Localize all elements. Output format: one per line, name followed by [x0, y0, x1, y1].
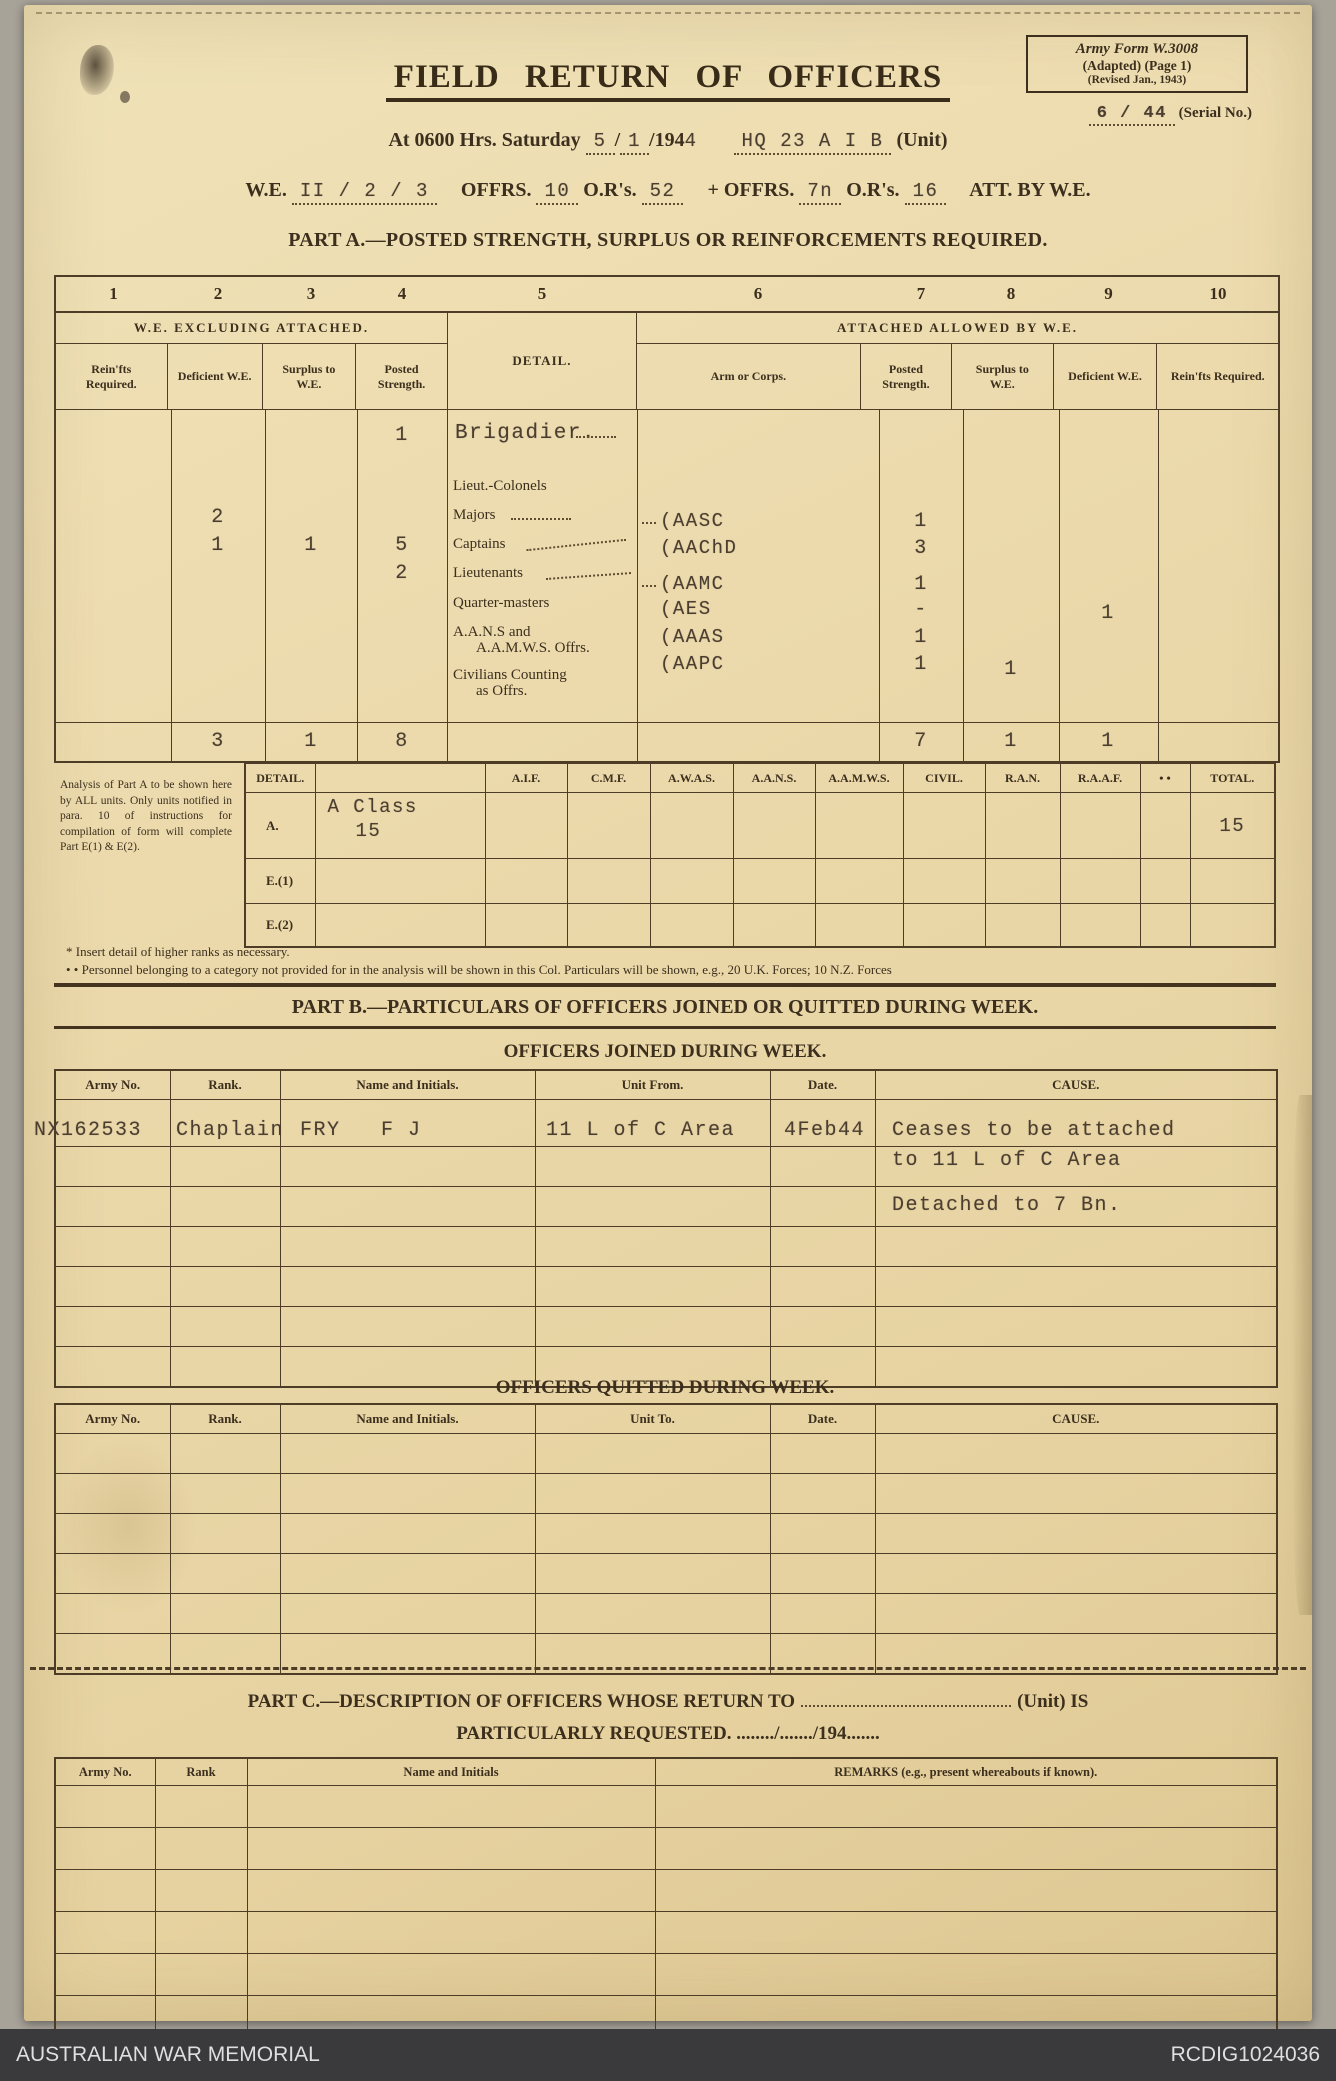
unit-typed: HQ 23 A I B [734, 130, 892, 155]
col-header-arm-or-corps: Arm or Corps. [710, 369, 787, 383]
joined-col-name: Name and Initials. [280, 1070, 535, 1100]
table-row [55, 1554, 1277, 1594]
part-c-heading-line2 [24, 1723, 1312, 1745]
year-prefix: /194 [649, 129, 685, 151]
part-c-date-blank: ......../......./194....... [736, 1723, 880, 1744]
analysis-header-row [245, 763, 1275, 793]
day-typed: 5 [586, 130, 615, 155]
col-number: 5 [537, 284, 547, 303]
we-excluding-attached-group [56, 313, 448, 409]
part-c-col-remarks: REMARKS (e.g., present whereabouts if known). [655, 1758, 1277, 1786]
row-e2-label: E.(2) [245, 904, 315, 948]
analysis-col-civil: CIVIL. [903, 763, 985, 793]
arm-aapc: (AAPC [660, 653, 725, 675]
header-band [56, 313, 1278, 410]
total-att-posted: 7 [914, 730, 928, 753]
total-posted-strength: 8 [395, 730, 409, 753]
army-form-adapted: (Adapted) (Page 1) [1082, 58, 1192, 73]
unit-blank-line [801, 1691, 1011, 1707]
table-row [55, 1434, 1277, 1474]
total-att-surplus: 1 [1004, 730, 1018, 753]
analysis-col-aif: A.I.F. [485, 763, 567, 793]
posted-lieutenants-value: 2 [395, 562, 409, 585]
entry-cause-line3: Detached to 7 Bn. [892, 1194, 1122, 1217]
total-deficient-we: 3 [211, 730, 225, 753]
dotted-leader [576, 434, 616, 438]
part-c-heading-line1 [24, 1691, 1312, 1713]
rank-aans-line2: A.A.M.W.S. Offrs. [476, 640, 590, 656]
officers-quitted-heading: OFFICERS QUITTED DURING WEEK. [495, 1377, 835, 1398]
analysis-col-awas: A.W.A.S. [650, 763, 733, 793]
col-header-posted-strength: Posted Strength. [355, 344, 447, 409]
footnote-2: • • Personnel belonging to a category not provided for in the analysis will be shown in this Col. Particulars will be shown, e.g., 20 U.K. Forces; 10 N.Z. Forces [66, 962, 892, 978]
perforation-line [36, 12, 1300, 14]
officers-joined-heading: OFFICERS JOINED DURING WEEK. [503, 1041, 827, 1062]
title-row [24, 59, 1312, 102]
serial-row [1089, 104, 1252, 123]
table-row [55, 1912, 1277, 1954]
total-surplus-we: 1 [304, 730, 318, 753]
officers-quitted-table [54, 1403, 1278, 1675]
perforation-separator [30, 1667, 1306, 1670]
deficient-majors-value: 2 [211, 506, 225, 529]
dotted-leader [546, 570, 631, 580]
officers-joined-table [54, 1069, 1278, 1388]
entry-cause-line2: to 11 L of C Area [892, 1149, 1122, 1172]
footnotes [66, 943, 892, 979]
analysis-row-e1 [245, 859, 1275, 904]
posted-aaas-value: 1 [914, 626, 928, 649]
part-a-heading: PART A.—POSTED STRENGTH, SURPLUS OR REINFORCEMENTS REQUIRED. [288, 229, 1048, 251]
typed-a-total: 15 [1219, 814, 1246, 837]
posted-aapc-value: 1 [914, 653, 928, 676]
form-title: FIELD RETURN OF OFFICERS [386, 59, 950, 102]
unit-label: (Unit) [896, 129, 948, 151]
footnote-1: * Insert detail of higher ranks as necessary. [66, 944, 290, 959]
quitted-header-row [55, 1404, 1277, 1434]
column-number-row [56, 277, 1278, 313]
part-c-col-army-no: Army No. [55, 1758, 155, 1786]
posted-captains-value: 5 [395, 534, 409, 557]
quitted-col-rank: Rank. [170, 1404, 280, 1434]
form-page [24, 5, 1312, 2021]
typed-a-value: 15 [355, 820, 382, 842]
archive-record-id: RCDIG1024036 [1170, 2043, 1320, 2066]
row-a-label: A. [245, 793, 315, 859]
plus-offrs-label: + OFFRS. [707, 179, 795, 201]
col-number: 3 [306, 284, 316, 303]
col-header-deficient-we: Deficient W.E. [167, 344, 262, 409]
arm-aamc: (AAMC [660, 573, 725, 595]
serial-number-typed: 6 / 44 [1089, 104, 1175, 126]
dotted-leader [642, 583, 656, 587]
joined-col-army-no: Army No. [55, 1070, 170, 1100]
table-row [55, 1227, 1277, 1267]
datetime-line [24, 129, 1312, 152]
rank-lieutenants: Lieutenants [453, 565, 523, 581]
col-header-surplus-we-att: Surplus to W.E. [951, 344, 1052, 409]
rank-majors: Majors [453, 507, 496, 523]
month-typed: 1 [620, 130, 649, 155]
rank-civilians-line1: Civilians Counting [453, 667, 567, 683]
dotted-leader [526, 537, 626, 551]
arm-aasc: (AASC [660, 510, 725, 532]
army-form-number: Army Form W.3008 [1075, 41, 1199, 57]
surplus-aapc-value: 1 [1004, 658, 1018, 681]
part-b-heading: PART B.—PARTICULARS OF OFFICERS JOINED OR QUITTED DURING WEEK. [54, 983, 1276, 1029]
col-header-reinfts-required-att: Rein'fts Required. [1156, 344, 1278, 409]
total-att-deficient: 1 [1101, 730, 1115, 753]
part-a-body [56, 410, 1278, 761]
col-number: 6 [753, 284, 763, 303]
table-row [55, 1307, 1277, 1347]
col-number: 9 [1104, 284, 1113, 303]
analysis-col-aamws: A.A.M.W.S. [815, 763, 903, 793]
table-row [55, 1870, 1277, 1912]
table-row [55, 1954, 1277, 1996]
analysis-col-raaf: R.A.A.F. [1060, 763, 1140, 793]
subheaders-right [637, 344, 1278, 409]
joined-col-date: Date. [770, 1070, 875, 1100]
part-a-table [54, 275, 1280, 763]
rank-captains: Captains [453, 536, 506, 552]
army-form-revised: (Revised Jan., 1943) [1087, 74, 1187, 87]
analysis-col-ran: R.A.N. [985, 763, 1060, 793]
col-number: 10 [1209, 284, 1227, 303]
entry-army-no: NX162533 [34, 1119, 143, 1142]
posted-aasc-value: 1 [914, 510, 928, 533]
col-number: 2 [213, 284, 223, 303]
group-left-label: W.E. EXCLUDING ATTACHED. [56, 313, 447, 344]
entry-unit-from: 11 L of C Area [546, 1119, 736, 1142]
att-offrs-typed: 7n [799, 180, 841, 205]
row-a-total-cell [1190, 793, 1275, 859]
archive-source-label: AUSTRALIAN WAR MEMORIAL [16, 2043, 320, 2066]
col-number: 7 [916, 284, 926, 303]
offrs-label: OFFRS. [460, 179, 532, 201]
officers-joined-table-wrap [34, 1069, 1276, 1388]
joined-col-cause: CAUSE. [875, 1070, 1277, 1100]
deficient-captains-value: 1 [211, 534, 225, 557]
joined-col-unit-from: Unit From. [535, 1070, 770, 1100]
posted-aamc-value: 1 [914, 573, 928, 596]
rank-lieut-colonels: Lieut.-Colonels [453, 478, 547, 494]
analysis-col-detail: DETAIL. [245, 763, 315, 793]
analysis-col-other: • • [1140, 763, 1190, 793]
rank-civilians-line2: as Offrs. [476, 683, 528, 699]
posted-aachd-value: 3 [914, 537, 928, 560]
typed-a-class: A Class [327, 796, 418, 818]
col-header-surplus-we: Surplus to W.E. [262, 344, 355, 409]
datetime-prefix: At 0600 Hrs. Saturday [388, 129, 581, 151]
arm-aachd: (AAChD [660, 537, 738, 559]
entry-name: FRY F J [300, 1119, 422, 1142]
analysis-col-total: TOTAL. [1190, 763, 1275, 793]
table-row [55, 1474, 1277, 1514]
analysis-col-cmf: C.M.F. [567, 763, 650, 793]
analysis-col-aans: A.A.N.S. [733, 763, 815, 793]
att-by-we-label: ATT. BY W.E. [969, 179, 1091, 201]
table-row [55, 1828, 1277, 1870]
col-number: 8 [1006, 284, 1016, 303]
part-c-table [54, 1757, 1278, 2039]
subheaders-left [56, 344, 447, 409]
table-row [55, 1786, 1277, 1828]
entry-date: 4Feb44 [784, 1119, 866, 1142]
analysis-col-blank [315, 763, 485, 793]
part-c-table-wrap [54, 1757, 1276, 2039]
quitted-col-unit-to: Unit To. [535, 1404, 770, 1434]
rank-aans-line1: A.A.N.S and [453, 624, 531, 640]
we-typed: II / 2 / 3 [292, 180, 437, 205]
typed-rank-brigadier: Brigadier. [455, 422, 597, 445]
deficient-aes-value: 1 [1101, 602, 1115, 625]
table-row [55, 1514, 1277, 1554]
rank-quarter-masters: Quarter-masters [453, 595, 550, 611]
posted-aes-value: - [914, 598, 928, 621]
analysis-row-a [245, 793, 1275, 859]
col-header-detail: DETAIL. [448, 313, 637, 409]
row-a-typed-cell [315, 793, 485, 859]
ors-label: O.R's. [583, 179, 637, 201]
year-typed: 4 [684, 130, 698, 152]
group-right-label: ATTACHED ALLOWED BY W.E. [637, 313, 1278, 344]
date-slash: / [614, 129, 621, 151]
table-row [55, 1267, 1277, 1307]
col-number: 4 [397, 284, 407, 303]
officers-quitted-table-wrap [54, 1403, 1276, 1675]
analysis-block [54, 762, 1276, 948]
analysis-table [244, 762, 1276, 948]
quitted-col-army-no: Army No. [55, 1404, 170, 1434]
page-curl-shadow [1292, 1095, 1312, 1615]
arm-aes: (AES [660, 598, 712, 620]
entry-rank: Chaplain [176, 1119, 285, 1142]
dotted-leader [642, 520, 656, 524]
part-c-header-row [55, 1758, 1277, 1786]
quitted-col-date: Date. [770, 1404, 875, 1434]
archive-footer-bar [0, 2029, 1336, 2081]
attached-allowed-group [637, 313, 1278, 409]
quitted-col-name: Name and Initials. [280, 1404, 535, 1434]
att-ors-typed: 16 [905, 180, 947, 205]
part-c-heading-text: PART C.—DESCRIPTION OF OFFICERS WHOSE RETURN TO [247, 1691, 796, 1712]
ors-typed: 52 [642, 180, 684, 205]
offrs-typed: 10 [536, 180, 578, 205]
dotted-leader [511, 516, 571, 520]
part-c-unit-label: (Unit) IS [1017, 1691, 1089, 1712]
col-header-deficient-we-att: Deficient W.E. [1053, 344, 1157, 409]
surplus-captains-value: 1 [304, 534, 318, 557]
joined-header-row [55, 1070, 1277, 1100]
we-line [24, 179, 1312, 202]
quitted-col-cause: CAUSE. [875, 1404, 1277, 1434]
part-c-col-name: Name and Initials [247, 1758, 655, 1786]
ors2-label: O.R's. [846, 179, 900, 201]
col-number: 1 [109, 284, 118, 303]
part-c-requested-label: PARTICULARLY REQUESTED. [456, 1723, 732, 1744]
analysis-side-note: Analysis of Part A to be shown here by ALL units. Only units notified in para. 10 of instructions for compilation of form will complete Part E(1) & E(2). [60, 779, 232, 854]
row-e1-label: E.(1) [245, 859, 315, 904]
arm-aaas: (AAAS [660, 626, 725, 648]
entry-cause-line1: Ceases to be attached [892, 1119, 1176, 1142]
posted-brigadier-value: 1 [395, 424, 409, 447]
serial-label: (Serial No.) [1178, 105, 1252, 121]
col-header-posted-strength-att: Posted Strength. [860, 344, 951, 409]
analysis-row-e2 [245, 904, 1275, 948]
part-c-col-rank: Rank [155, 1758, 247, 1786]
col-header-reinfts-required: Rein'fts Required. [85, 361, 137, 391]
part-a-totals-row [56, 723, 1278, 761]
table-row [55, 1594, 1277, 1634]
we-label: W.E. [245, 179, 287, 201]
joined-col-rank: Rank. [170, 1070, 280, 1100]
